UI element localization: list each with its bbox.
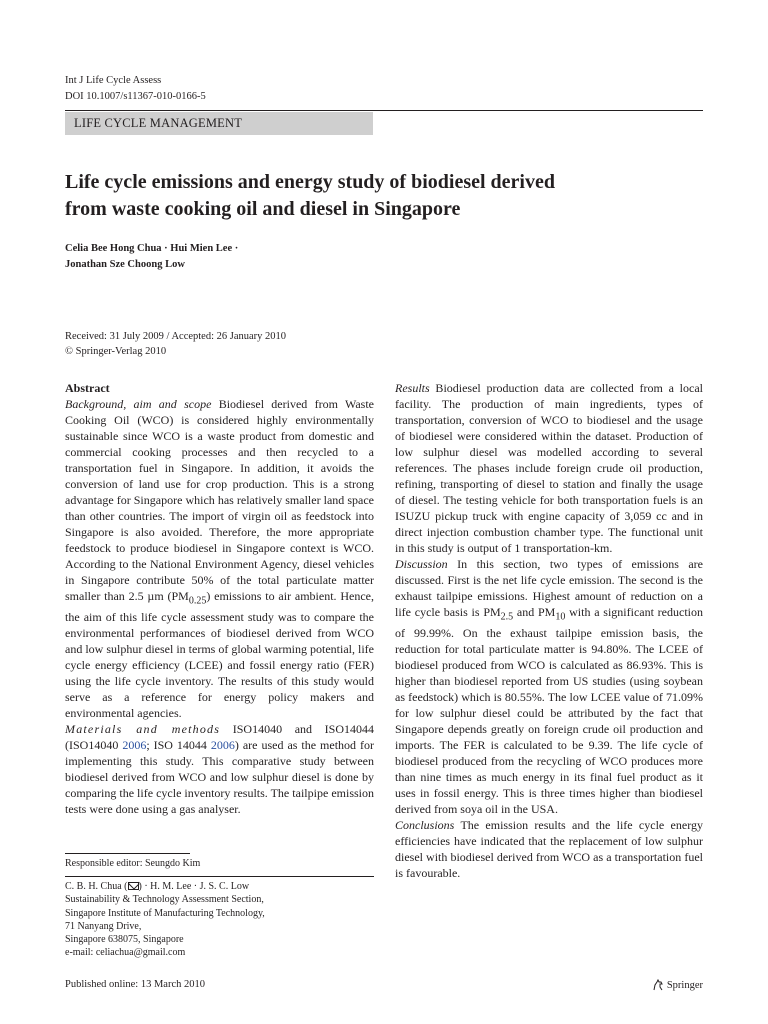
affiliation-line-2: Singapore Institute of Manufacturing Technology, xyxy=(65,907,265,919)
abstract-column-right xyxy=(395,380,703,881)
methods-text-b: ; ISO 14044 xyxy=(146,738,211,753)
publisher-name: Springer xyxy=(666,979,703,991)
background-text-cont: ) emissions to air ambient. Hence, the aim of this life cycle assessment study was to compare the environmental performances of biodiesel derived from WCO and low sulphur diesel in terms of global warming potential, life cycle energy efficiency (LCEE) and fossil energy ratio (FER) using the life cycle inventory. The results of this study would serve as a reference for energy policy makers and environmental agencies. xyxy=(65,589,374,721)
copyright: © Springer-Verlag 2010 xyxy=(65,346,167,357)
abstract-methods xyxy=(65,721,374,817)
discussion-text-b: and PM xyxy=(513,605,556,619)
pm-subscript: 0.25 xyxy=(188,595,207,607)
background-text: Biodiesel derived from Waste Cooking Oil (WCO) is considered highly environmentally sustainable since WCO is a waste product from domestic and commercial cooking processes and then recycled to a transportation fuel in Singapore. In addition, it avoids the conversion of land use for crop production. This is a strong advantage for Singapore which has relatively smaller land space than other countries. The import of virgin oil as feedstock into Singapore is also avoided. Therefore, the more appropriate feedstock to produce biodiesel in Singapore context is WCO. According to the National Environment Agency, diesel vehicles in Singapore contribute 50% of the total particulate matter smaller than 2.5 µm (PM xyxy=(65,397,374,603)
published-online: Published online: 13 March 2010 xyxy=(65,979,205,990)
authors xyxy=(65,241,238,273)
discussion-label: Discussion xyxy=(395,557,448,571)
abstract-discussion xyxy=(395,556,703,817)
springer-horse-icon xyxy=(652,979,664,991)
abstract-background xyxy=(65,396,374,721)
author-chua: C. B. H. Chua ( xyxy=(65,881,128,892)
citation-link-1[interactable]: 2006 xyxy=(122,738,147,753)
responsible-editor: Responsible editor: Seungdo Kim xyxy=(65,858,201,869)
footnote-separator xyxy=(65,876,374,877)
citation-link-2[interactable]: 2006 xyxy=(210,738,235,753)
envelope-icon[interactable] xyxy=(128,882,139,890)
methods-text: ISO14040 and ISO14044 (ISO14040 xyxy=(65,722,374,753)
methods-label: Materials and methods xyxy=(65,722,221,737)
discussion-text: In this section, two types of emissions are discussed. First is the net life cycle emission. The second is the exhaust tailpipe emissions. Highest amount of reduction on a life cycle basis is PM xyxy=(395,557,703,619)
pm25-subscript: 2.5 xyxy=(500,611,514,623)
email[interactable]: e-mail: celiachua@gmail.com xyxy=(65,947,186,959)
author-others: ) · H. M. Lee · J. S. C. Low xyxy=(138,881,250,892)
section-label: LIFE CYCLE MANAGEMENT xyxy=(65,112,373,135)
abstract-conclusions xyxy=(395,817,703,881)
article-title xyxy=(65,169,695,223)
dates-block xyxy=(65,329,286,359)
background-label: Background, aim and scope xyxy=(65,397,212,411)
footnote-rule xyxy=(65,853,190,854)
journal-header xyxy=(65,73,206,105)
authors-line-1: Celia Bee Hong Chua · Hui Mien Lee · xyxy=(65,243,239,254)
conclusions-label: Conclusions xyxy=(395,818,455,833)
methods-text-c: ) are used as the method for implementing this study. This comparative study between biodiesel derived from WCO and low sulphur diesel is done by comparing the life cycle inventory results. The tailpipe emission tests were done using a gas analyser. xyxy=(65,738,374,817)
affiliation-line-4: Singapore 638075, Singapore xyxy=(65,934,184,946)
title-line-2: from waste cooking oil and diesel in Singapore xyxy=(65,198,461,220)
results-label: Results xyxy=(395,381,430,395)
abstract-results xyxy=(395,380,703,556)
abstract-column-left xyxy=(65,380,374,817)
conclusions-text: The emission results and the life cycle energy efficiencies have indicated that the replacement of low sulphur diesel with biodiesel derived from WCO as a transportation fuel is favourable. xyxy=(395,818,703,881)
corresponding-authors xyxy=(65,880,375,893)
doi[interactable]: DOI 10.1007/s11367-010-0166-5 xyxy=(65,91,206,102)
authors-line-2: Jonathan Sze Choong Low xyxy=(65,259,185,270)
title-line-1: Life cycle emissions and energy study of biodiesel derived xyxy=(65,171,555,193)
received-date: Received: 31 July 2009 / Accepted: 26 January 2010 xyxy=(65,331,287,342)
affiliation-line-3: 71 Nanyang Drive, xyxy=(65,920,142,932)
header-rule xyxy=(65,110,703,111)
publisher-logo xyxy=(652,979,703,991)
journal-name: Int J Life Cycle Assess xyxy=(65,75,162,86)
pm10-subscript: 10 xyxy=(555,611,566,623)
results-text: Biodiesel production data are collected from a local facility. The production of main ingredients, types of transportation, conversion of WCO to biodiesel and the usage of biodiesel were considered within the dataset. Production of low sulphur diesel was modelled according to several references. The phases include foreign crude oil production, refining, transporting of diesel to station and finally the usage of diesel. The testing vehicle for both transportation fuels is an ISUZU pickup truck with engine capacity of 3,059 cc and in direct injection combustion chamber type. The functional unit in this study is output of 1 transportation-km. xyxy=(395,381,703,555)
affiliation-line-1: Sustainability & Technology Assessment Section, xyxy=(65,894,264,906)
discussion-text-c: with a significant reduction of 99.99%. On the exhaust tailpipe emission basis, the reduction for total particulate matter is 94.80%. The LCEE of biodiesel produced from WCO is calculated as 86.93%. This is higher than biodiesel reported from US studies (using soybean as feedstock) which is 80.55%. The low LCEE value of 71.09% for low sulphur diesel could be attributed by the fact that Singapore depends greatly on foreign crude oil production and imports. The FER is calculated to be 9.39. The life cycle of biodiesel produced from the recycling of WCO produces more than nine times as much energy in its final fuel product as it uses in fossil energy. This is three times higher than biodiesel derived from soya oil in the USA. xyxy=(395,605,704,817)
affiliation-block xyxy=(65,880,375,960)
abstract-heading: Abstract xyxy=(65,381,110,395)
